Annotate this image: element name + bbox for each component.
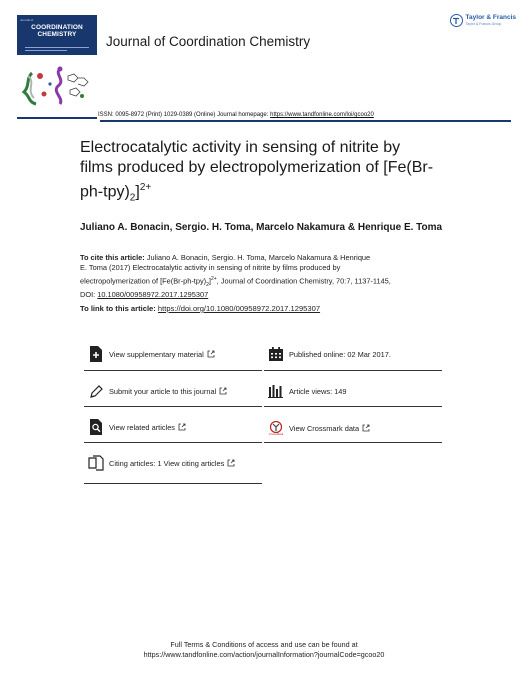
- journal-title: Journal of Coordination Chemistry: [106, 34, 311, 49]
- header-rule-left: [17, 117, 97, 119]
- external-link-icon: [207, 350, 215, 358]
- footer-terms: Full Terms & Conditions of access and use can be found at: [170, 640, 358, 649]
- submit-text: Submit your article to this journal: [109, 386, 217, 396]
- article-link-label: To link to this article:: [80, 304, 158, 313]
- journal-cover: [17, 15, 97, 55]
- related-articles-button[interactable]: [88, 419, 186, 435]
- divider: [264, 442, 442, 443]
- citation-doi[interactable]: 10.1080/00958972.2017.1295307: [97, 290, 209, 300]
- cover-title-line1: COORDINATION: [31, 24, 83, 31]
- citing-articles-button[interactable]: [88, 455, 235, 471]
- document-search-icon: [88, 419, 104, 435]
- citation-bracket: ]: [208, 276, 211, 286]
- published-online: [268, 346, 391, 362]
- divider: [264, 406, 442, 407]
- footer: [0, 640, 528, 660]
- divider: [84, 370, 262, 371]
- article-doi-link[interactable]: https://doi.org/10.1080/00958972.2017.1295307: [157, 304, 321, 313]
- issn-text: ISSN: 0095-8972 (Print) 1029-0389 (Online) Journal homepage:: [98, 112, 271, 118]
- submit-article-label: [109, 387, 227, 396]
- article-views-count: Article views: 149: [289, 386, 347, 396]
- divider: [84, 442, 262, 443]
- citing-text: Citing articles: 1 View citing articles: [109, 458, 225, 468]
- article-link-line: [80, 304, 320, 313]
- crossmark-button[interactable]: [268, 419, 370, 437]
- cover-illustration: [20, 64, 96, 108]
- crossmark-icon: [268, 419, 284, 437]
- external-link-icon: [362, 424, 370, 432]
- article-views: [268, 383, 347, 399]
- cover-title-line2: CHEMISTRY: [37, 30, 77, 38]
- citation-superscript: 2+: [210, 275, 217, 282]
- citation-line3: [80, 274, 440, 290]
- authors: Juliano A. Bonacin, Sergio. H. Toma, Marcelo Nakamura & Henrique E. Toma: [80, 222, 443, 233]
- crossmark-label: [289, 424, 370, 433]
- external-link-icon: [178, 423, 186, 431]
- document-plus-icon: [88, 346, 104, 362]
- related-text: View related articles: [109, 422, 175, 432]
- taylor-francis-icon: [450, 14, 463, 27]
- bar-chart-icon: [268, 383, 284, 399]
- supplementary-material-button[interactable]: [88, 346, 215, 362]
- article-title-line1: Electrocatalytic activity in sensing of nitrite by: [80, 139, 401, 156]
- external-link-icon: [219, 387, 227, 395]
- title-subscript: 2: [129, 192, 136, 204]
- publisher-tagline: Taylor & Francis Group: [465, 21, 502, 26]
- supplementary-material-label: [109, 350, 215, 359]
- cover-title: [17, 25, 97, 39]
- cover-divider-2: [25, 50, 67, 51]
- related-articles-label: [109, 423, 186, 432]
- journal-homepage-link[interactable]: https://www.tandfonline.com/loi/gcoo20: [270, 112, 374, 118]
- divider: [84, 406, 262, 407]
- issn-line: [98, 112, 374, 118]
- citation-subscript: 2: [206, 281, 209, 288]
- title-part: ph-tpy): [80, 183, 130, 201]
- crossmark-text: View Crossmark data: [289, 423, 360, 433]
- title-bracket: ]: [135, 183, 140, 201]
- crossmark-badge-text: CrossMark: [268, 431, 284, 436]
- citation-label: To cite this article:: [80, 253, 145, 262]
- calendar-icon: [268, 346, 284, 362]
- external-link-icon: [227, 459, 235, 467]
- citation-line2: E. Toma (2017) Electrocatalytic activity in sensing of nitrite by films produced by: [80, 263, 341, 273]
- citation-block: [80, 253, 440, 301]
- citation-part: electropolymerization of [Fe(Br-ph-tpy): [80, 276, 207, 286]
- divider: [84, 483, 262, 484]
- divider: [264, 370, 442, 371]
- footer-url[interactable]: https://www.tandfonline.com/action/journalInformation?journalCode=gcoo20: [143, 650, 385, 659]
- title-superscript: 2+: [139, 182, 152, 193]
- pencil-icon: [88, 383, 104, 399]
- article-title: [80, 138, 500, 209]
- submit-article-button[interactable]: [88, 383, 227, 399]
- citation-line1: Juliano A. Bonacin, Sergio. H. Toma, Marcelo Nakamura & Henrique: [144, 253, 371, 262]
- cover-divider: [25, 47, 89, 48]
- cover-journal-label: Journal of: [20, 18, 34, 22]
- publisher-logo: [450, 14, 516, 27]
- citing-articles-label: [109, 459, 235, 468]
- publisher-name: Taylor & Francis: [465, 14, 516, 21]
- copy-documents-icon: [88, 455, 104, 471]
- published-date: Published online: 02 Mar 2017.: [289, 349, 391, 359]
- header-rule: [100, 120, 511, 122]
- citation-doi-label: DOI:: [80, 290, 98, 300]
- citation-journal: , Journal of Coordination Chemistry, 70:7, 1137-1145,: [216, 276, 391, 286]
- supplementary-text: View supplementary material: [109, 349, 204, 359]
- article-title-line2: films produced by electropolymerization of [Fe(Br-: [80, 159, 434, 176]
- article-title-line3: [80, 178, 500, 209]
